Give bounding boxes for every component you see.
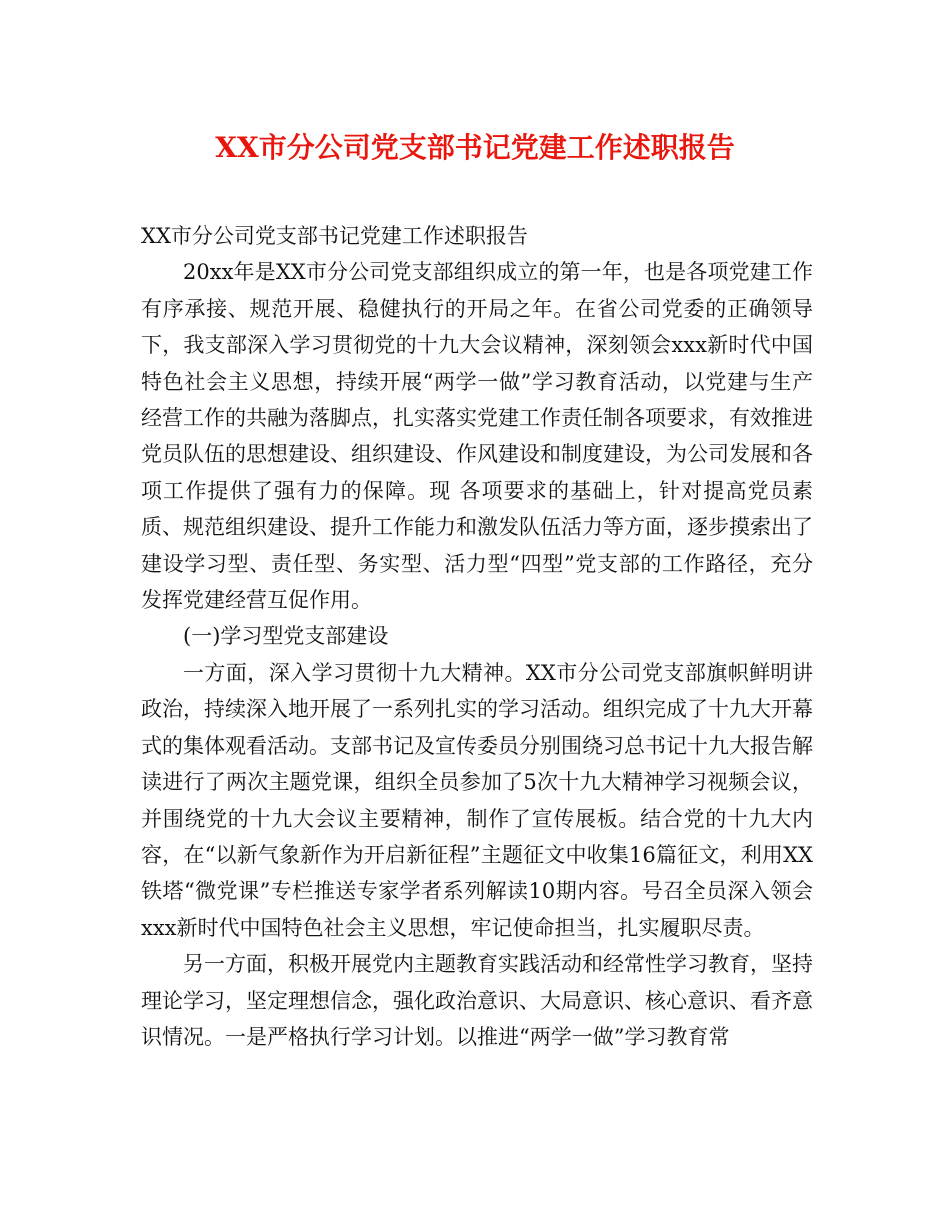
- document-title: XX市分公司党支部书记党建工作述职报告: [215, 131, 735, 164]
- paragraph-education-activities: 另一方面，积极开展党内主题教育实践活动和经常性学习教育，坚持理论学习，坚定理想信念，强化政治意识、大局意识、核心意识、看齐意识情况。一是严格执行学习计划。以推进“两学一做”学习教育常: [141, 952, 813, 1049]
- paragraph-study-nineteenth: 一方面，深入学习贯彻十九大精神。XX市分公司党支部旗帜鲜明讲政治，持续深入地开展了一系列扎实的学习活动。组织完成了十九大开幕式的集体观看活动。支部书记及宣传委员分别围绕习总书记十九大报告解读进行了两次主题党课，组织全员参加了5次十九大精神学习视频会议，并围绕党的十九大会议主要精神，制作了宣传展板。结合党的十九大内容，在“以新气象新作为开启新征程”主题征文中收集16篇征文，利用XX铁塔“微党课”专栏推送专家学者系列解读10期内容。号召全员深入领会xxx新时代中国特色社会主义思想，牢记使命担当，扎实履职尽责。: [141, 660, 813, 940]
- paragraph-intro: 20xx年是XX市分公司党支部组织成立的第一年，也是各项党建工作有序承接、规范开展、稳健执行的开局之年。在省公司党委的正确领导下，我支部深入学习贯彻党的十九大会议精神，深刻领会xxx新时代中国特色社会主义思想，持续开展“两学一做”学习教育活动，以党建与生产经营工作的共融为落脚点，扎实落实党建工作责任制各项要求，有效推进党员队伍的思想建设、组织建设、作风建设和制度建设，为公司发展和各项工作提供了强有力的保障。现 各项要求的基础上，针对提高党员素质、规范组织建设、提升工作能力和激发队伍活力等方面，逐步摸索出了建设学习型、责任型、务实型、活力型“四型”党支部的工作路径，充分发挥党建经营互促作用。: [141, 260, 813, 613]
- body-heading: XX市分公司党支部书记党建工作述职报告: [141, 224, 528, 248]
- section-heading-learning: (一)学习型党支部建设: [183, 624, 389, 649]
- document-body: [141, 218, 813, 1055]
